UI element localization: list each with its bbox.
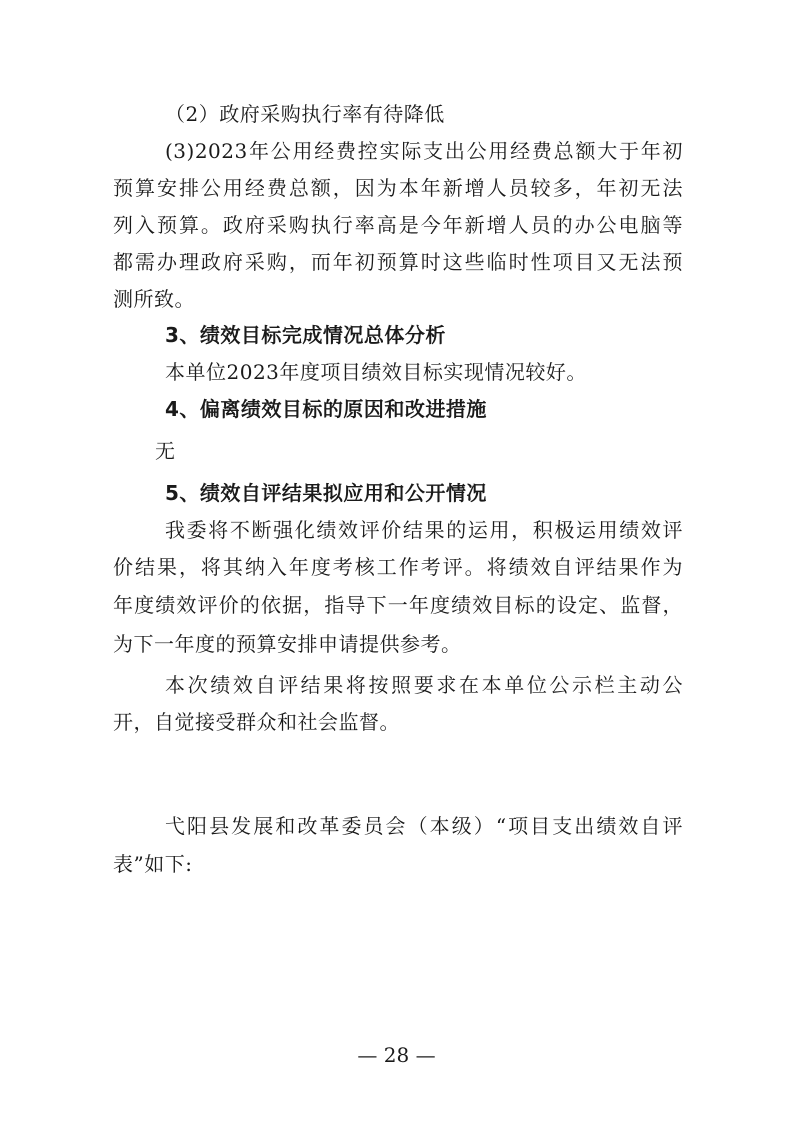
section-3-heading: 3、绩效目标完成情况总体分析 <box>165 323 446 347</box>
section-5-heading: 5、绩效自评结果拟应用和公开情况 <box>165 481 487 505</box>
closing-line-2: 表”如下: <box>113 852 193 876</box>
section-4-heading: 4、偏离绩效目标的原因和改进措施 <box>165 397 487 421</box>
section-5-para-2-line-1: 本次绩效自评结果将按照要求在本单位公示栏主动公 <box>165 673 683 697</box>
section-5-para-1-line-1: 我委将不断强化绩效评价结果的运用，积极运用绩效评 <box>165 518 683 542</box>
section-3-body: 本单位2023年度项目绩效目标实现情况较好。 <box>165 360 587 384</box>
page-number: — 28 — <box>357 1043 436 1067</box>
paragraph-3-line-3: 列入预算。政府采购执行率高是今年新增人员的办公电脑等 <box>113 213 683 237</box>
subsection-2-title: （2）政府采购执行率有待降低 <box>165 102 445 126</box>
section-5-para-1-line-4: 为下一年度的预算安排申请提供参考。 <box>113 632 462 656</box>
section-5-para-1-line-3: 年度绩效评价的依据，指导下一年度绩效目标的设定、监督， <box>113 593 683 617</box>
closing-line-1: 弋阳县发展和改革委员会（本级）“项目支出绩效自评 <box>165 814 683 838</box>
section-5-para-1-line-2: 价结果，将其纳入年度考核工作考评。将绩效自评结果作为 <box>113 555 683 579</box>
paragraph-3-line-2: 预算安排公用经费总额，因为本年新增人员较多，年初无法 <box>113 176 683 200</box>
section-4-body: 无 <box>155 439 176 463</box>
paragraph-3-line-1: (3)2023年公用经费控实际支出公用经费总额大于年初 <box>165 139 683 163</box>
section-5-para-2-line-2: 开，自觉接受群众和社会监督。 <box>113 710 400 734</box>
paragraph-3-line-5: 测所致。 <box>113 287 195 311</box>
paragraph-3-line-4: 都需办理政府采购，而年初预算时这些临时性项目又无法预 <box>113 250 683 274</box>
